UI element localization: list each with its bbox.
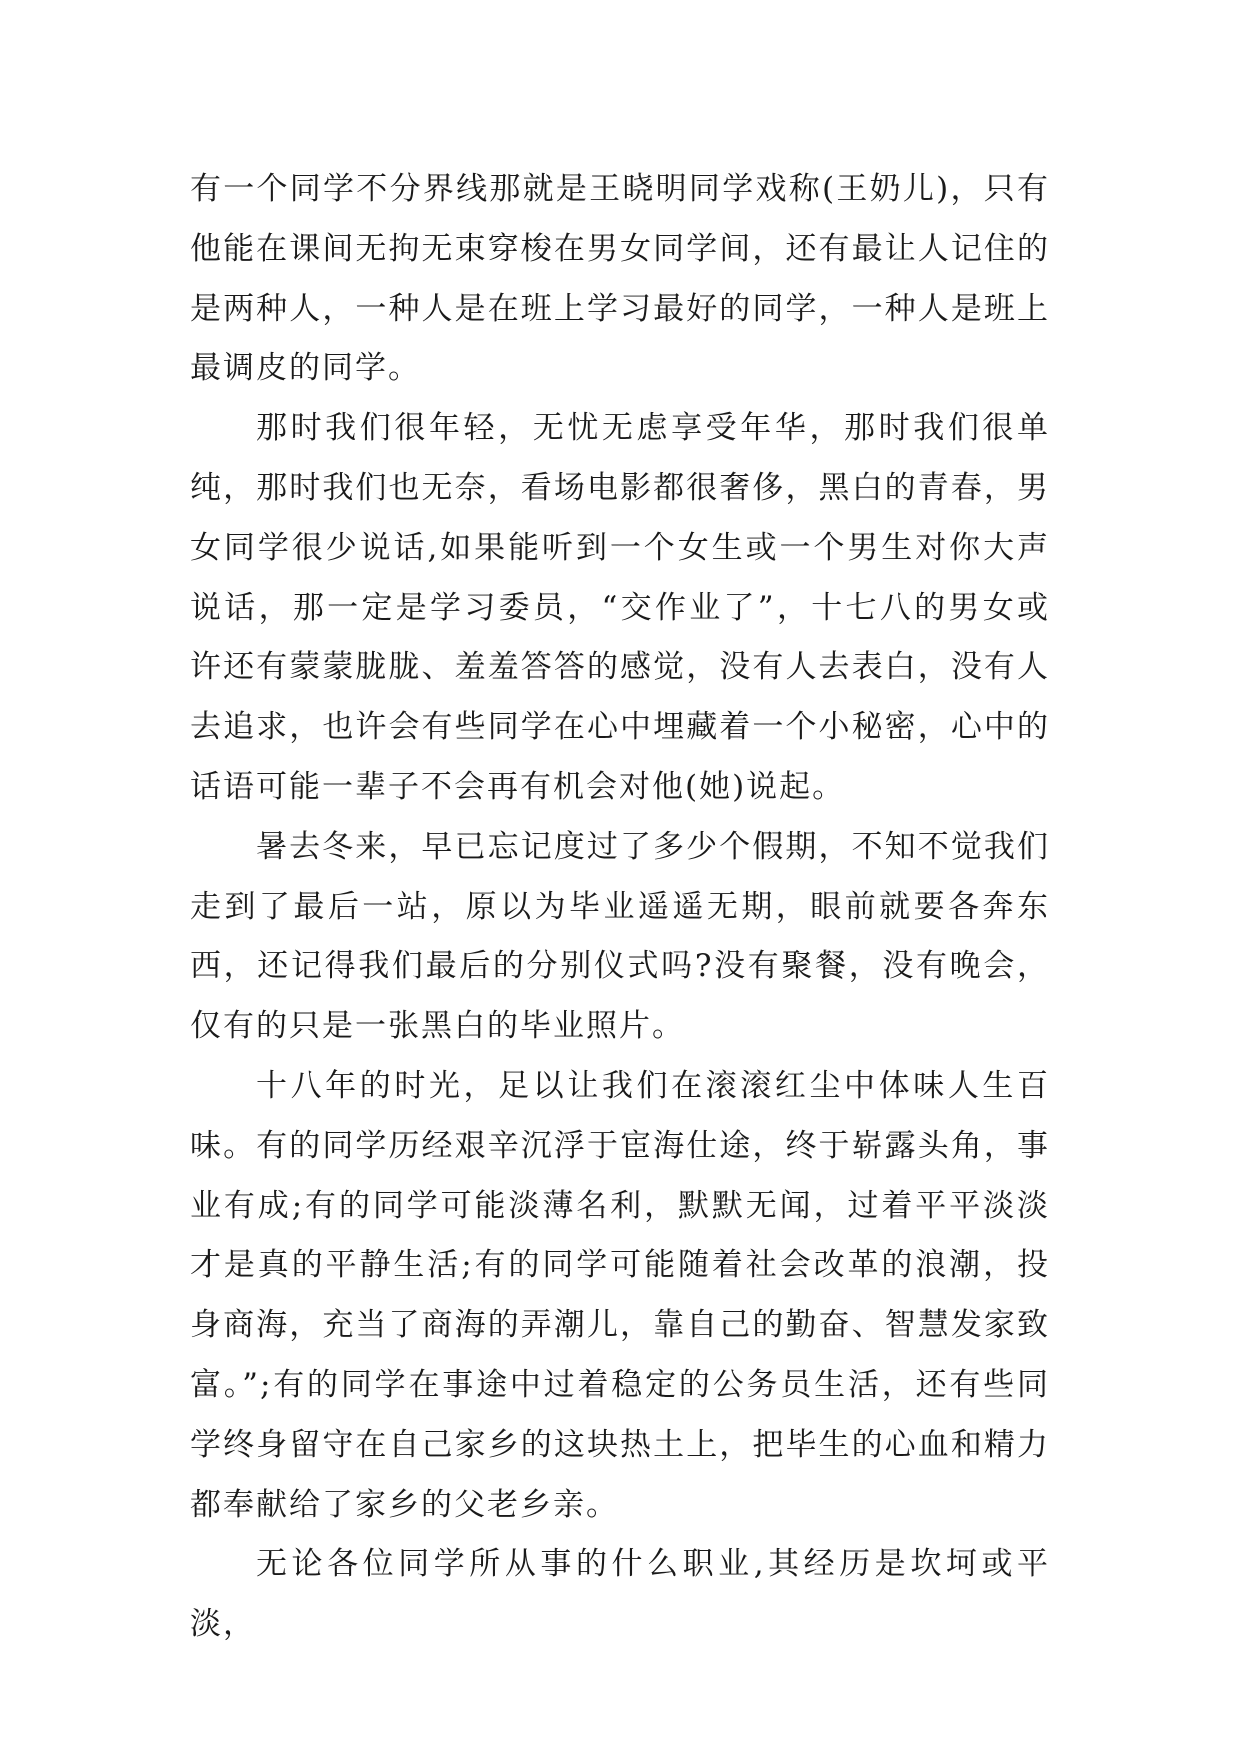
paragraph-5: 无论各位同学所从事的什么职业,其经历是坎坷或平淡， — [190, 1546, 1050, 1643]
paragraph-1: 有一个同学不分界线那就是王晓明同学戏称(王奶儿)，只有他能在课间无拘无束穿梭在男女同学间，还有最让人记住的是两种人，一种人是在班上学习最好的同学，一种人是班上最调皮的同学。 — [190, 171, 1050, 387]
paragraph-4: 十八年的时光，足以让我们在滚滚红尘中体味人生百味。有的同学历经艰辛沉浮于宦海仕途，终于崭露头角，事业有成;有的同学可能淡薄名利，默默无闻，过着平平淡淡才是真的平静生活;有的同学可能随着社会改革的浪潮，投身商海，充当了商海的弄潮儿，靠自己的勤奋、智慧发家致富。”;有的同学在事途中过着稳定的公务员生活，还有些同学终身留守在自己家乡的这块热土上，把毕生的心血和精力都奉献给了家乡的父老乡亲。 — [190, 1067, 1050, 1523]
document-page — [190, 160, 1050, 1655]
paragraph-3: 暑去冬来，早已忘记度过了多少个假期，不知不觉我们走到了最后一站，原以为毕业遥遥无期，眼前就要各奔东西，还记得我们最后的分别仪式吗?没有聚餐，没有晚会，仅有的只是一张黑白的毕业照片。 — [190, 828, 1050, 1045]
paragraph-2: 那时我们很年轻，无忧无虑享受年华，那时我们很单纯，那时我们也无奈，看场电影都很奢侈，黑白的青春，男女同学很少说话,如果能听到一个女生或一个男生对你大声说话，那一定是学习委员，“交作业了”，十七八的男女或许还有蒙蒙胧胧、羞羞答答的感觉，没有人去表白，没有人去追求，也许会有些同学在心中埋藏着一个小秘密，心中的话语可能一辈子不会再有机会对他(她)说起。 — [190, 410, 1050, 805]
